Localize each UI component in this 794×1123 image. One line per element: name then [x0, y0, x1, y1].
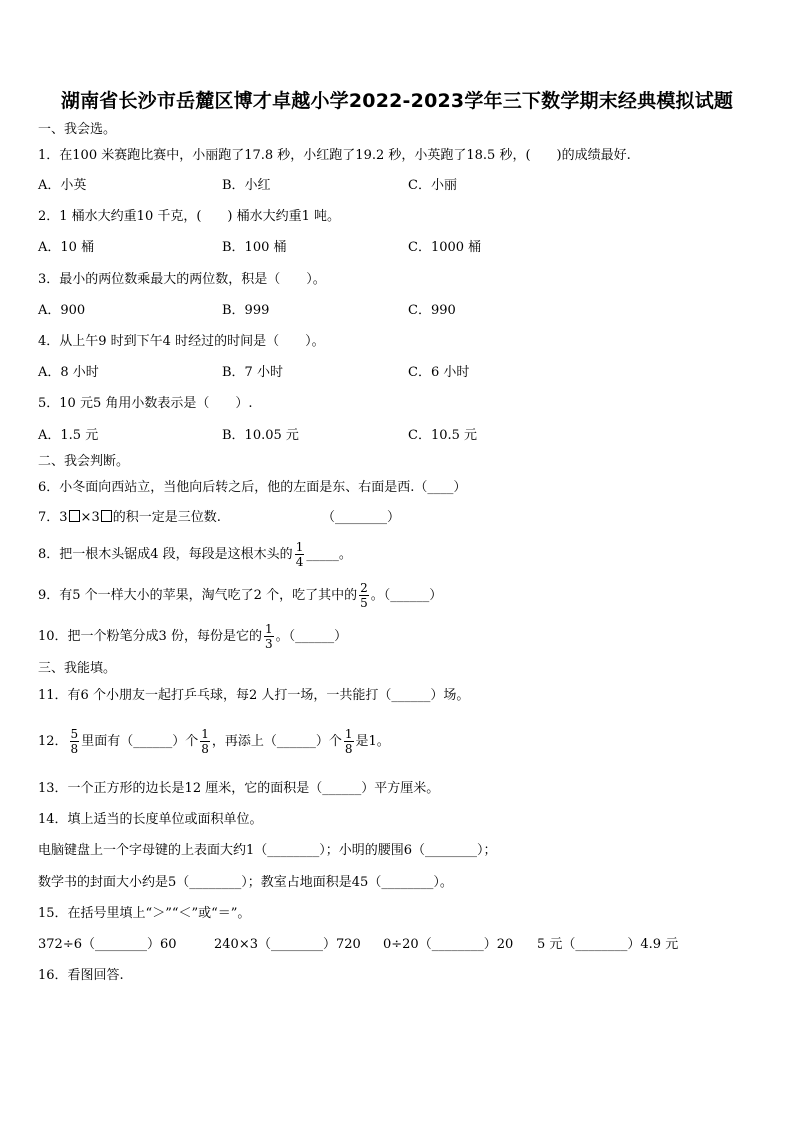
q9-text: 。（______） [370, 588, 443, 603]
denominator: 8 [201, 742, 209, 756]
q7-answer-blank: （________） [322, 510, 401, 525]
q7-text: 7．3 [38, 510, 68, 525]
q2-option-b: B．100 桶 [222, 240, 287, 255]
page-title: 湖南省长沙市岳麓区博才卓越小学2022-2023学年三下数学期末经典模拟试题 [60, 90, 734, 112]
denominator: 3 [264, 637, 273, 651]
fraction [344, 727, 354, 756]
q1-option-a: A．小英 [38, 178, 87, 193]
q5-option-c: C．10.5 元 [408, 428, 478, 443]
question-14-line-2: 数学书的封面大小约是5（________）；教室占地面积是45（________）。 [38, 875, 453, 890]
denominator: 8 [344, 742, 353, 756]
q5-option-b: B．10.05 元 [222, 428, 299, 443]
question-15: 15．在括号里填上“＞”“＜”或“＝”。 [38, 906, 251, 921]
question-16: 16．看图回答. [38, 968, 124, 983]
question-10 [38, 620, 347, 654]
q12-text: 12． [38, 734, 68, 749]
q4-option-b: B．7 小时 [222, 365, 283, 380]
question-6: 6．小冬面向西站立，当他向后转之后，他的左面是东、右面是西.（____） [38, 480, 467, 495]
q12-text: ，再添上（______）个 [211, 734, 342, 749]
question-1: 1．在100 米赛跑比赛中，小丽跑了17.8 秒，小红跑了19.2 秒，小英跑了18.5 秒，( )的成绩最好. [38, 148, 631, 163]
numerator: 1 [295, 540, 304, 554]
q10-text: 。（______） [275, 629, 348, 644]
numerator: 5 [70, 727, 79, 741]
denominator: 5 [360, 596, 368, 610]
question-11: 11．有6 个小朋友一起打乒乓球，每2 人打一场，一共能打（______）场。 [38, 688, 470, 703]
q1-option-b: B．小红 [222, 178, 271, 193]
question-13: 13．一个正方形的边长是12 厘米，它的面积是（______）平方厘米。 [38, 781, 440, 796]
q2-option-a: A．10 桶 [38, 240, 95, 255]
q8-text: _____。 [306, 547, 352, 562]
q10-text: 10．把一个粉笔分成3 份，每份是它的 [38, 629, 262, 644]
q12-text: 里面有（______）个 [81, 734, 199, 749]
q3-option-b: B．999 [222, 303, 270, 318]
q15-item-d: 5 元（________）4.9 元 [537, 937, 679, 952]
fraction [295, 540, 305, 569]
section-heading: 二、我会判断。 [38, 454, 130, 469]
q5-option-a: A．1.5 元 [38, 428, 99, 443]
question-5: 5．10 元5 角用小数表示是（ ）. [38, 396, 253, 411]
q7-text: 的积一定是三位数. [112, 510, 221, 525]
question-7 [38, 510, 221, 526]
q8-text: 8．把一根木头锯成4 段，每段是这根木头的 [38, 547, 293, 562]
q4-option-c: C．6 小时 [408, 365, 470, 380]
q4-option-a: A．8 小时 [38, 365, 99, 380]
fraction [359, 581, 369, 610]
q3-option-a: A．900 [38, 303, 86, 318]
numerator: 1 [264, 622, 273, 636]
digit-box [101, 510, 112, 522]
fraction [264, 622, 274, 651]
q15-item-c: 0÷20（________）20 [383, 937, 514, 952]
q7-text: ×3 [80, 510, 100, 525]
fraction [200, 727, 210, 756]
question-3: 3．最小的两位数乘最大的两位数，积是（ ）。 [38, 272, 326, 287]
q15-item-a: 372÷6（________）60 [38, 937, 177, 952]
q2-option-c: C．1000 桶 [408, 240, 482, 255]
question-4: 4．从上午9 时到下午4 时经过的时间是（ ）。 [38, 334, 325, 349]
q9-text: 9．有5 个一样大小的苹果，淘气吃了2 个，吃了其中的 [38, 588, 358, 603]
section-heading: 三、我能填。 [38, 661, 117, 676]
numerator: 2 [360, 581, 368, 595]
question-9 [38, 579, 442, 613]
question-2: 2．1 桶水大约重10 千克，( ) 桶水大约重1 吨。 [38, 209, 341, 224]
q3-option-c: C．990 [408, 303, 456, 318]
question-12 [38, 722, 390, 762]
denominator: 4 [295, 555, 304, 569]
denominator: 8 [70, 742, 79, 756]
q1-option-c: C．小丽 [408, 178, 457, 193]
numerator: 1 [201, 727, 209, 741]
numerator: 1 [344, 727, 353, 741]
question-14: 14．填上适当的长度单位或面积单位。 [38, 812, 263, 827]
q12-text: 是1。 [355, 734, 390, 749]
question-8 [38, 538, 352, 572]
q15-item-b: 240×3（________）720 [214, 937, 361, 952]
fraction [70, 727, 80, 756]
question-14-line-1: 电脑键盘上一个字母键的上表面大约1（________）；小明的腰围6（________）； [38, 843, 497, 858]
digit-box [69, 510, 80, 522]
section-heading: 一、我会选。 [38, 122, 117, 137]
